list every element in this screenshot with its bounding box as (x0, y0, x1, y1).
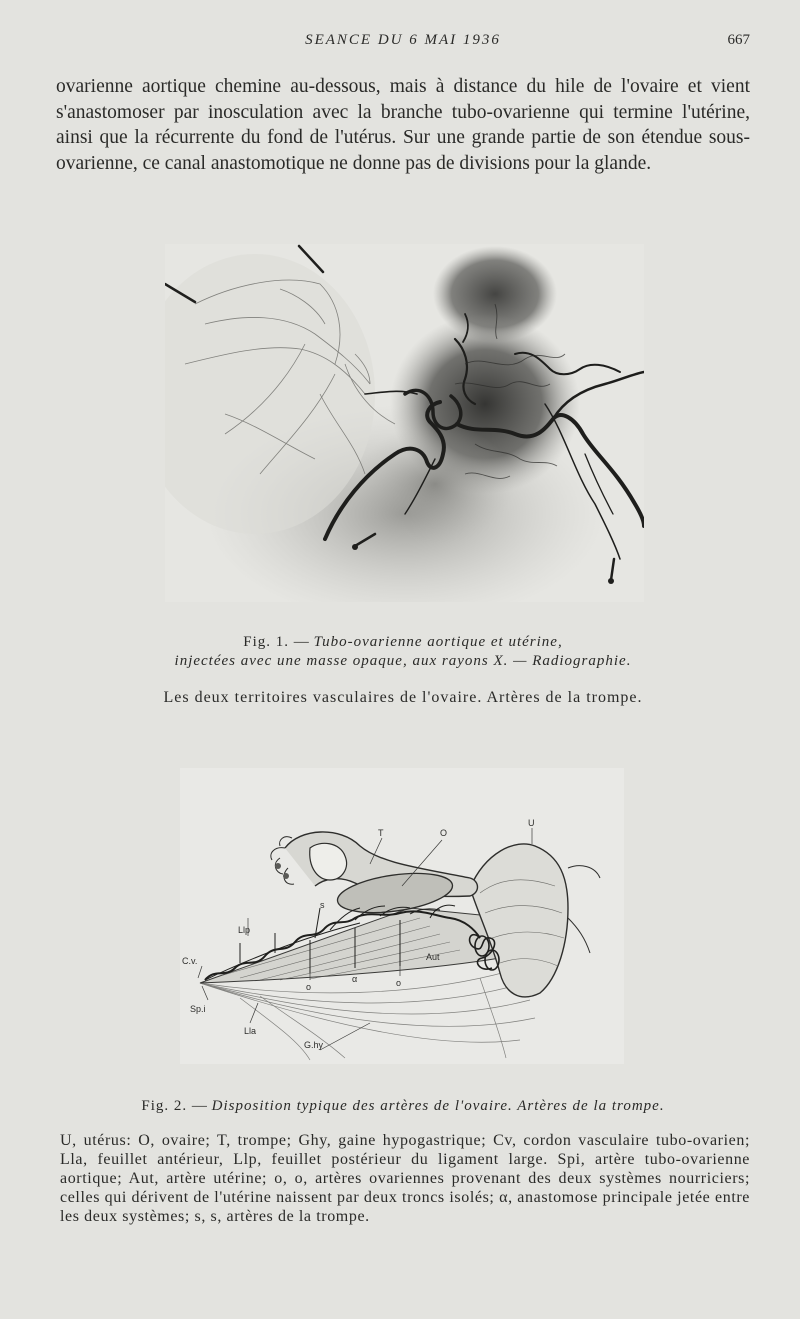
label-Lla: Lla (244, 1026, 257, 1036)
label-Aut: Aut (426, 952, 440, 962)
running-title: SEANCE DU 6 MAI 1936 (305, 32, 501, 48)
label-alpha: α (352, 974, 358, 984)
label-U: U (528, 818, 535, 828)
figure-1-radiograph (165, 244, 644, 602)
figure-1-caption-text: Tubo-ovarienne aortique et utérine, (313, 634, 563, 650)
label-Ghy: G.hy (304, 1040, 324, 1050)
body-paragraph: ovarienne aortique chemine au-dessous, mais à distance du hile de l'ovaire et vient s'anastomoser par inosculation avec la branche tubo-ovarienne qui termine l'utérine, ainsi que la récurrente du fond de l'utérus. Sur une grande partie de son étendue sous-ovarienne, ce canal anastomotique ne donne pas de divisions pour la glande. (56, 76, 750, 174)
anatomical-drawing (180, 768, 624, 1064)
figure-1-number: Fig. 1. — (243, 634, 310, 650)
label-Llp: Llp (238, 925, 251, 935)
figure-1-subtitle: Les deux territoires vasculaires de l'ovaire. Artères de la trompe. (163, 689, 643, 706)
label-o-1: o (306, 982, 312, 992)
figure-2-caption-text: Disposition typique des artères de l'ovaire. Artères de la trompe. (211, 1098, 665, 1114)
label-o-2: o (396, 978, 402, 988)
label-T: T (378, 828, 384, 838)
figure-2-legend: U, utérus: O, ovaire; T, trompe; Ghy, gaine hypogastrique; Cv, cordon vasculaire tubo-ovarien; Lla, feuillet antérieur, Llp, feuillet postérieur du ligament large. Spi, artère tubo-ovarienne aortique; Aut, artère utérine; o, o, artères ovariennes provenant des deux systèmes nourriciers; celles qui dérivent de l'utérine naissent par deux troncs isolés; α, anastomose principale jetée entre les deux systèmes; s, s, artères de la trompe. (60, 1132, 750, 1225)
radiograph-image (165, 244, 644, 602)
figure-1-caption-line-2: injectées avec une masse opaque, aux rayons X. — Radiographie. (174, 653, 632, 669)
page-number: 667 (727, 32, 750, 48)
label-O: O (440, 828, 448, 838)
figure-2-number: Fig. 2. — (141, 1098, 208, 1114)
label-Spi: Sp.i (190, 1004, 206, 1014)
figure-1-caption-line-1 (56, 633, 750, 652)
figure-2-caption (56, 1097, 750, 1116)
label-s: s (320, 900, 325, 910)
page-header (56, 32, 750, 54)
figure-2-drawing (180, 768, 624, 1064)
label-Cv: C.v. (182, 956, 198, 966)
